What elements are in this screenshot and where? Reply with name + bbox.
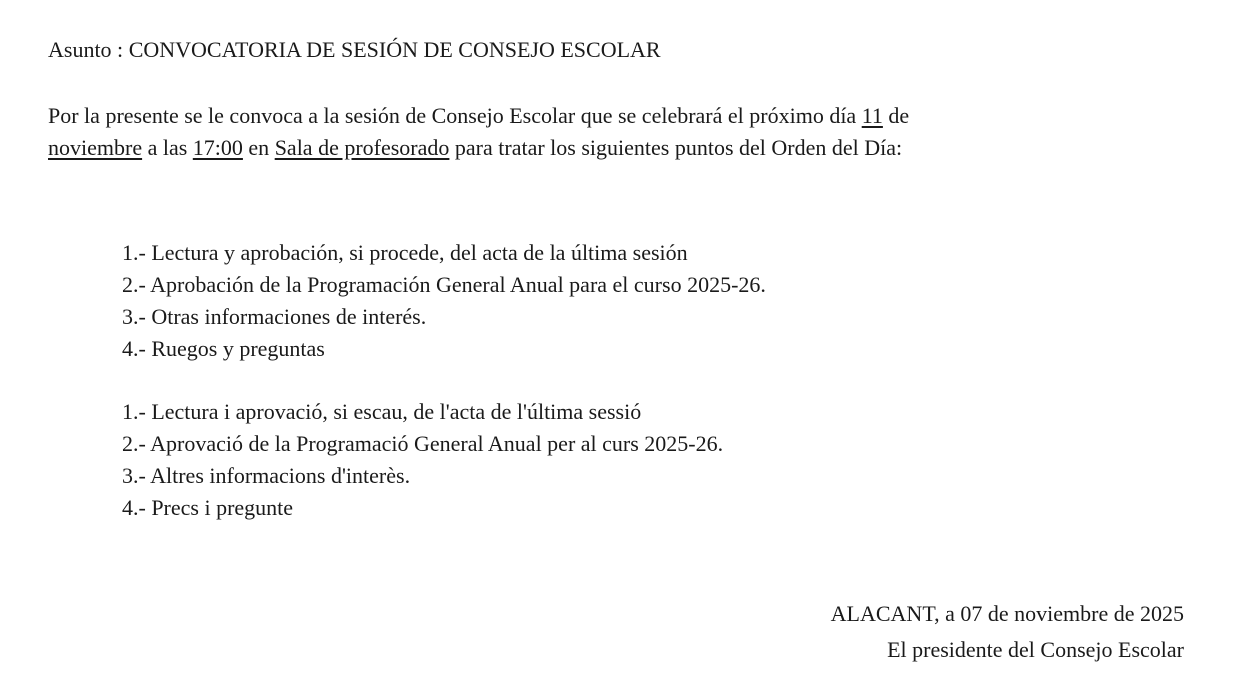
- intro-text-3: a las: [147, 135, 188, 160]
- agenda-item: 3.- Altres informacions d'interès.: [122, 463, 411, 488]
- intro-line-2: [48, 132, 1208, 164]
- intro-text-1: Por la presente se le convoca a la sesión de Consejo Escolar que se celebrará el próximo día: [48, 103, 857, 128]
- meeting-place: Sala de profesorado: [274, 135, 450, 160]
- intro-line-1: [48, 100, 1208, 132]
- agenda-item: 2.- Aprovació de la Programació General Anual per al curs 2025-26.: [122, 431, 724, 456]
- agenda-item: 1.- Lectura y aprobación, si procede, del acta de la última sesión: [122, 240, 688, 265]
- subject-label: Asunto :: [48, 37, 124, 62]
- subject-line: [48, 34, 661, 66]
- meeting-month: noviembre: [48, 135, 143, 160]
- intro-text-4: en: [248, 135, 270, 160]
- agenda-item: 3.- Otras informaciones de interés.: [122, 304, 427, 329]
- agenda-list-valencian: [122, 396, 723, 524]
- agenda-item: 4.- Ruegos y preguntas: [122, 336, 325, 361]
- agenda-list-spanish: [122, 237, 766, 365]
- intro-paragraph: [48, 100, 1208, 164]
- meeting-day: 11: [861, 103, 883, 128]
- intro-text-2: de: [888, 103, 910, 128]
- signature-block: [831, 596, 1184, 668]
- meeting-time: 17:00: [192, 135, 243, 160]
- subject-text: CONVOCATORIA DE SESIÓN DE CONSEJO ESCOLAR: [128, 37, 661, 62]
- agenda-item: 2.- Aprobación de la Programación General Anual para el curso 2025-26.: [122, 272, 766, 297]
- agenda-item: 1.- Lectura i aprovació, si escau, de l'acta de l'última sessió: [122, 399, 642, 424]
- intro-text-5: para tratar los siguientes puntos del Orden del Día:: [454, 135, 903, 160]
- signature-place-date: ALACANT, a 07 de noviembre de 2025: [830, 601, 1184, 626]
- agenda-item: 4.- Precs i pregunte: [122, 495, 294, 520]
- signature-role: El presidente del Consejo Escolar: [887, 637, 1184, 662]
